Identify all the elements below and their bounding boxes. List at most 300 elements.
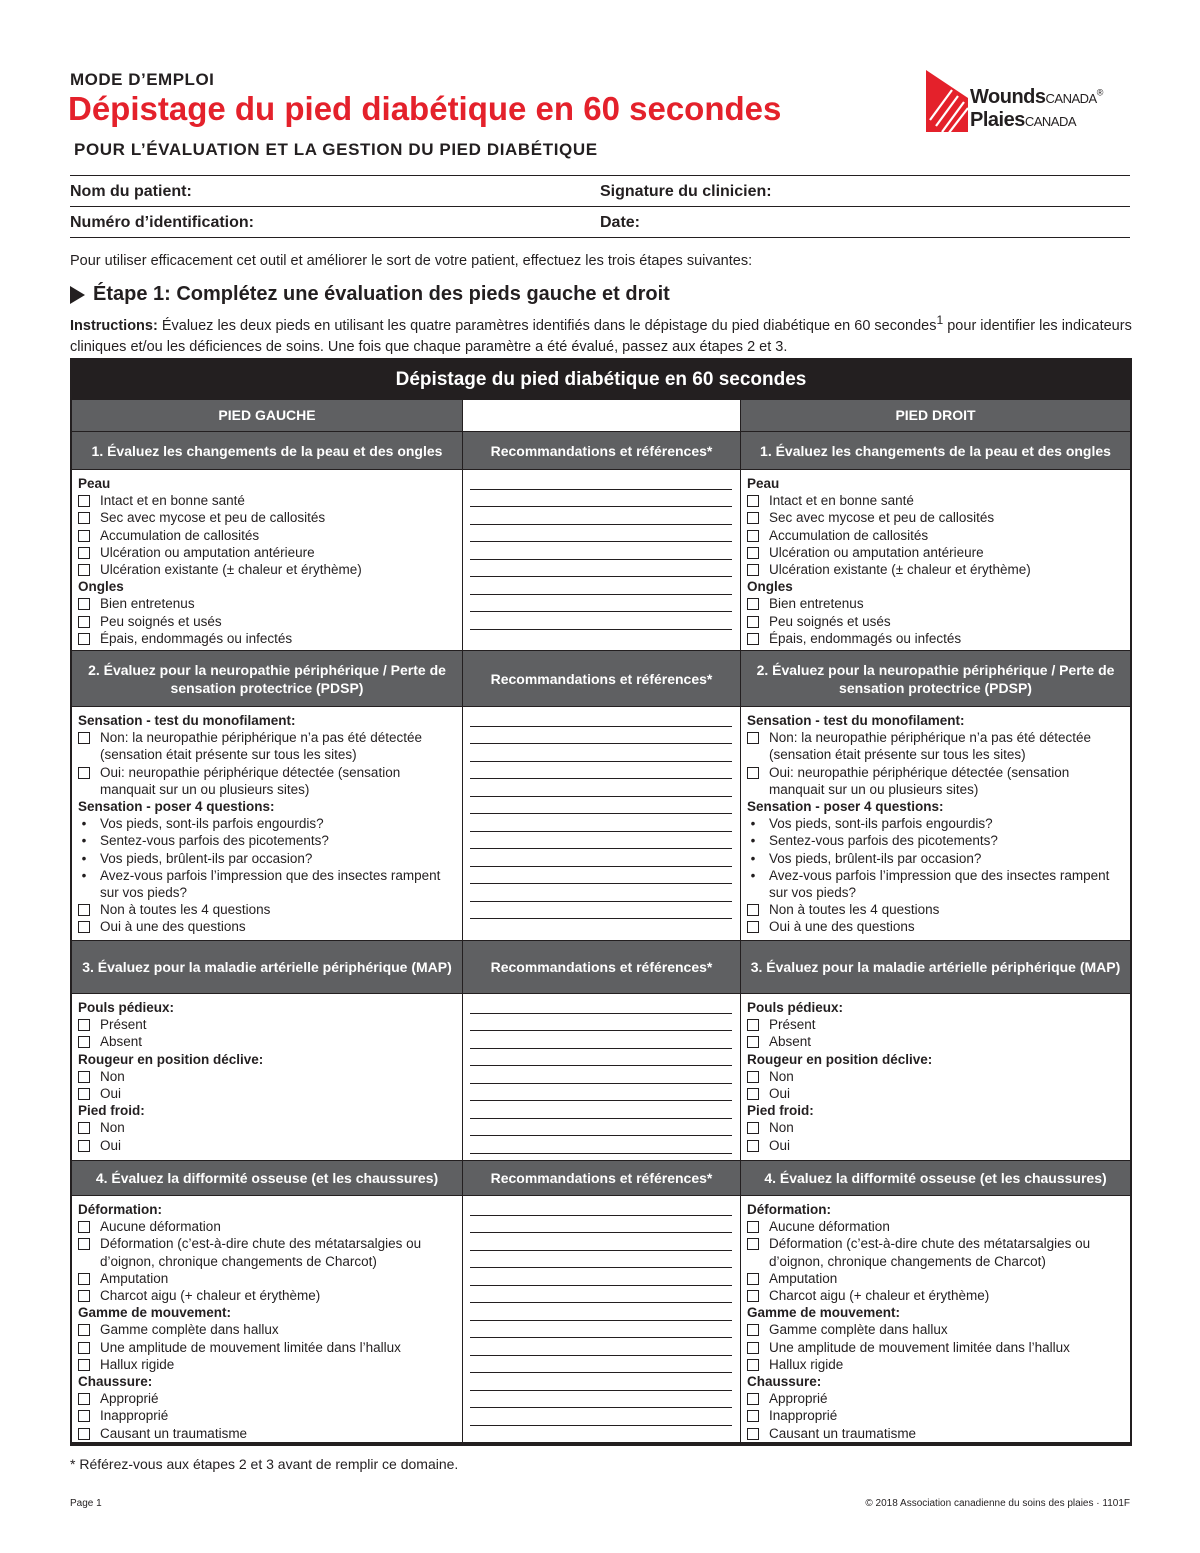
checkbox-label: Accumulation de callosités: [769, 527, 929, 543]
checkbox-label: Non à toutes les 4 questions: [769, 902, 940, 918]
checkbox[interactable]: [78, 1342, 90, 1354]
checkbox-label: Bien entretenus: [769, 596, 864, 612]
checkbox[interactable]: [747, 633, 759, 645]
section-1-title-left: 1. Évaluez les changements de la peau et des ongles: [72, 432, 462, 469]
checkbox[interactable]: [78, 732, 90, 744]
bullet-icon: •: [81, 833, 87, 849]
checkbox[interactable]: [747, 495, 759, 507]
write-line[interactable]: [470, 848, 732, 849]
checkbox-option[interactable]: [78, 1068, 458, 1085]
section-4-title-right: 4. Évaluez la difformité osseuse (et les chaussures): [741, 1161, 1130, 1195]
checkbox[interactable]: [78, 616, 90, 628]
section-4-left-foot-items: [78, 1201, 458, 1442]
item-group-heading: Pied froid:: [747, 1103, 814, 1119]
checkbox[interactable]: [78, 1393, 90, 1405]
write-line[interactable]: [470, 866, 732, 867]
checkbox[interactable]: [747, 1324, 759, 1336]
instructions-label: Instructions:: [70, 317, 158, 334]
write-line[interactable]: [470, 778, 732, 779]
checkbox-label: Oui: neuropathie périphérique détectée (sensation manquait sur un ou plusieurs sites): [100, 764, 401, 797]
checkbox[interactable]: [78, 598, 90, 610]
form-row-2: [70, 206, 1130, 238]
checkbox-option[interactable]: [78, 492, 458, 509]
checkbox[interactable]: [78, 1140, 90, 1152]
logo-mark-icon: [922, 68, 968, 134]
checkbox[interactable]: [78, 1221, 90, 1233]
checkbox[interactable]: [78, 1273, 90, 1285]
checkbox-option[interactable]: [747, 1218, 1127, 1235]
checkbox-option[interactable]: [78, 561, 458, 578]
checkbox[interactable]: [747, 921, 759, 933]
write-line[interactable]: [470, 559, 732, 560]
write-line[interactable]: [470, 918, 732, 919]
item-group-heading: Chaussure:: [78, 1374, 153, 1390]
checkbox[interactable]: [747, 1122, 759, 1134]
checkbox-option[interactable]: [78, 729, 458, 763]
question-item: [747, 815, 1127, 832]
checkbox-label: Charcot aigu (+ chaleur et érythème): [100, 1288, 321, 1304]
checkbox-option[interactable]: [747, 1119, 1127, 1136]
checkbox-label: Ulcération existante (± chaleur et érythème): [769, 562, 1031, 578]
checkbox-option[interactable]: [747, 918, 1127, 935]
checkbox[interactable]: [747, 598, 759, 610]
checkbox[interactable]: [78, 1088, 90, 1100]
checkbox-label: Une amplitude de mouvement limitée dans l’hallux: [769, 1339, 1070, 1355]
checkbox[interactable]: [747, 512, 759, 524]
checkbox-option[interactable]: [747, 1287, 1127, 1304]
checkbox[interactable]: [78, 547, 90, 559]
checkbox-option[interactable]: [78, 1321, 458, 1338]
checkbox-option[interactable]: [747, 1356, 1127, 1373]
checkbox-option[interactable]: [747, 1425, 1127, 1442]
checkbox-label: Oui: [769, 1086, 791, 1102]
checkbox-option[interactable]: [747, 492, 1127, 509]
checkbox-option[interactable]: [78, 595, 458, 612]
checkbox-option[interactable]: [78, 630, 458, 647]
item-group-heading: Peau: [78, 476, 111, 491]
section-1-recommendations-head: Recommandations et références*: [463, 432, 740, 469]
checkbox-option[interactable]: [78, 1287, 458, 1304]
checkbox[interactable]: [78, 1428, 90, 1440]
write-line[interactable]: [470, 1250, 732, 1251]
checkbox[interactable]: [747, 904, 759, 916]
checkbox-label: Oui à une des questions: [769, 919, 915, 935]
checkbox-option[interactable]: [78, 918, 458, 935]
checkbox[interactable]: [78, 564, 90, 576]
bullet-icon: •: [750, 816, 756, 832]
checkbox[interactable]: [747, 1036, 759, 1048]
checkbox-option[interactable]: [78, 1218, 458, 1235]
clinician-signature-label: Signature du clinicien:: [600, 183, 772, 200]
checkbox-label: Gamme complète dans hallux: [100, 1322, 279, 1338]
checkbox[interactable]: [78, 1122, 90, 1134]
instructions-part-a: Évaluez les deux pieds en utilisant les quatre paramètres identifiés dans le dépistage du pied diabétique en 60 secondes: [157, 317, 937, 334]
section-2-write-lines[interactable]: [470, 706, 732, 940]
checkbox-option[interactable]: [747, 1321, 1127, 1338]
checkbox-label: Hallux rigide: [769, 1356, 844, 1372]
item-group-heading: Sensation - test du monofilament:: [747, 713, 965, 728]
write-line[interactable]: [470, 489, 732, 490]
checkbox-label: Une amplitude de mouvement limitée dans l’hallux: [100, 1339, 401, 1355]
bullet-icon: •: [750, 850, 756, 866]
step-1-title: Étape 1: Complétez une évaluation des pieds gauche et droit: [93, 283, 670, 305]
item-group-heading: Pouls pédieux:: [78, 1000, 175, 1015]
checkbox-label: Ulcération ou amputation antérieure: [769, 544, 984, 560]
write-line[interactable]: [470, 1030, 732, 1031]
copyright: © 2018 Association canadienne du soins des plaies · 1101F: [865, 1498, 1130, 1509]
logo-registered-mark: ®: [1096, 87, 1103, 98]
checkbox[interactable]: [78, 904, 90, 916]
checkbox-option[interactable]: [747, 1235, 1127, 1269]
section-4-right-foot-items: [747, 1201, 1127, 1442]
section-1-write-lines[interactable]: [470, 469, 732, 650]
write-line[interactable]: [470, 1302, 732, 1303]
question-text: Vos pieds, brûlent-ils par occasion?: [769, 850, 982, 866]
item-group-heading: Rougeur en position déclive:: [78, 1051, 264, 1067]
checkbox[interactable]: [747, 1019, 759, 1031]
checkbox[interactable]: [78, 1324, 90, 1336]
checkbox-option[interactable]: [78, 1270, 458, 1287]
col-head-left-foot: PIED GAUCHE: [72, 400, 462, 431]
section-2-right-foot-items: [747, 712, 1127, 936]
checkbox[interactable]: [747, 1238, 759, 1250]
item-group-heading: Ongles: [78, 579, 124, 595]
col-head-right-foot: PIED DROIT: [741, 400, 1130, 431]
section-1-title-right: 1. Évaluez les changements de la peau et des ongles: [741, 432, 1130, 469]
checkbox-option[interactable]: [747, 729, 1127, 763]
checkbox-label: Non: [769, 1068, 794, 1084]
question-item: [747, 867, 1127, 901]
item-group-heading: Gamme de mouvement:: [747, 1305, 901, 1321]
table-title: Dépistage du pied diabétique en 60 secondes: [72, 360, 1130, 400]
checkbox[interactable]: [747, 547, 759, 559]
checkbox-option[interactable]: [747, 1339, 1127, 1356]
checkbox-label: Amputation: [100, 1270, 169, 1286]
checkbox-option[interactable]: [747, 509, 1127, 526]
intro-text: Pour utiliser efficacement cet outil et améliorer le sort de votre patient, effectuez les trois étapes suivantes:: [70, 253, 753, 269]
write-line[interactable]: [470, 576, 732, 577]
write-line[interactable]: [470, 796, 732, 797]
checkbox-label: Aucune déformation: [100, 1219, 221, 1235]
question-item: [78, 832, 458, 849]
write-line[interactable]: [470, 594, 732, 595]
checkbox-label: Amputation: [769, 1270, 838, 1286]
checkbox-option[interactable]: [78, 1137, 458, 1154]
checkbox-label: Aucune déformation: [769, 1219, 890, 1235]
question-item: [747, 832, 1127, 849]
checkbox[interactable]: [78, 1019, 90, 1031]
checkbox[interactable]: [78, 1238, 90, 1250]
question-text: Avez-vous parfois l’impression que des insectes rampent sur vos pieds?: [769, 867, 1110, 901]
checkbox[interactable]: [747, 1393, 759, 1405]
screening-table: [70, 358, 1132, 1446]
checkbox-label: Inapproprié: [769, 1408, 838, 1424]
checkbox-option[interactable]: [78, 1356, 458, 1373]
document-kicker: MODE D’EMPLOI: [70, 70, 215, 89]
checkbox-option[interactable]: [747, 1016, 1127, 1033]
checkbox[interactable]: [78, 633, 90, 645]
checkbox-option[interactable]: [747, 764, 1127, 798]
checkbox-label: Inapproprié: [100, 1408, 169, 1424]
checkbox-option[interactable]: [78, 901, 458, 918]
bullet-icon: •: [750, 867, 756, 883]
checkbox-option[interactable]: [747, 1137, 1127, 1154]
question-text: Vos pieds, sont-ils parfois engourdis?: [769, 816, 993, 832]
footnote: * Référez-vous aux étapes 2 et 3 avant de remplir ce domaine.: [70, 1456, 459, 1472]
step-1-heading: [70, 283, 670, 306]
checkbox[interactable]: [747, 616, 759, 628]
write-line[interactable]: [470, 1215, 732, 1216]
bullet-icon: •: [81, 850, 87, 866]
checkbox[interactable]: [78, 495, 90, 507]
instructions-part-b: pour identifier les indicateurs cliniques et/ou les déficiences de soins. Une fois que chaque paramètre a été évalué, passez aux étapes 2 et 3.: [70, 317, 1132, 355]
checkbox-option[interactable]: [747, 595, 1127, 612]
checkbox-label: Déformation (c’est-à-dire chute des métatarsalgies ou d’oignon, chronique changements de Charcot): [100, 1236, 422, 1269]
checkbox-label: Accumulation de callosités: [100, 527, 260, 543]
play-arrow-icon: [70, 286, 85, 304]
checkbox-option[interactable]: [747, 544, 1127, 561]
checkbox-label: Absent: [100, 1034, 143, 1050]
checkbox-option[interactable]: [78, 1339, 458, 1356]
write-line[interactable]: [470, 883, 732, 884]
section-1-right-foot-items: [747, 475, 1127, 647]
section-4-title-left: 4. Évaluez la difformité osseuse (et les chaussures): [72, 1161, 462, 1195]
write-line[interactable]: [470, 1337, 732, 1338]
checkbox-label: Hallux rigide: [100, 1356, 175, 1372]
checkbox-label: Ulcération ou amputation antérieure: [100, 544, 315, 560]
checkbox[interactable]: [747, 564, 759, 576]
checkbox-label: Causant un traumatisme: [100, 1425, 248, 1441]
id-number-label: Numéro d’identification:: [70, 214, 254, 231]
write-line[interactable]: [470, 726, 732, 727]
checkbox-label: Non: la neuropathie périphérique n’a pas été détectée (sensation était présente sur tous les sites): [769, 730, 1091, 763]
checkbox[interactable]: [747, 1221, 759, 1233]
item-group-heading: Gamme de mouvement:: [78, 1305, 232, 1321]
item-group-heading: Rougeur en position déclive:: [747, 1051, 933, 1067]
checkbox-label: Causant un traumatisme: [769, 1425, 917, 1441]
write-line[interactable]: [470, 1232, 732, 1233]
checkbox-label: Sec avec mycose et peu de callosités: [769, 510, 995, 526]
page-number: Page 1: [70, 1498, 102, 1509]
checkbox[interactable]: [747, 767, 759, 779]
checkbox-option[interactable]: [747, 561, 1127, 578]
write-line[interactable]: [470, 1100, 732, 1101]
write-line[interactable]: [470, 743, 732, 744]
write-line[interactable]: [470, 1390, 732, 1391]
checkbox-label: Présent: [100, 1017, 147, 1033]
checkbox-label: Intact et en bonne santé: [769, 493, 914, 509]
checkbox-label: Oui: neuropathie périphérique détectée (sensation manquait sur un ou plusieurs sites): [769, 764, 1070, 797]
question-item: [78, 815, 458, 832]
checkbox[interactable]: [78, 1359, 90, 1371]
write-line[interactable]: [470, 1355, 732, 1356]
checkbox-option[interactable]: [78, 1425, 458, 1442]
patient-name-label: Nom du patient:: [70, 183, 192, 200]
checkbox-label: Oui à une des questions: [100, 919, 246, 935]
item-group-heading: Sensation - test du monofilament:: [78, 713, 296, 728]
checkbox-label: Non à toutes les 4 questions: [100, 902, 271, 918]
checkbox-label: Non: [100, 1068, 125, 1084]
write-line[interactable]: [470, 1013, 732, 1014]
section-2-recommendations-head: Recommandations et références*: [463, 651, 740, 706]
checkbox[interactable]: [78, 1290, 90, 1302]
checkbox[interactable]: [747, 1273, 759, 1285]
checkbox-option[interactable]: [747, 1390, 1127, 1407]
write-line[interactable]: [470, 1118, 732, 1119]
checkbox-label: Épais, endommagés ou infectés: [769, 630, 962, 646]
checkbox-label: Oui: [769, 1137, 791, 1153]
checkbox-option[interactable]: [78, 1390, 458, 1407]
checkbox[interactable]: [747, 530, 759, 542]
checkbox-label: Charcot aigu (+ chaleur et érythème): [769, 1288, 990, 1304]
write-line[interactable]: [470, 1065, 732, 1066]
section-2-left-foot-items: [78, 712, 458, 936]
write-line[interactable]: [470, 1407, 732, 1408]
section-3-title-right: 3. Évaluez pour la maladie artérielle périphérique (MAP): [741, 941, 1130, 993]
checkbox[interactable]: [747, 732, 759, 744]
logo-text-canada-2: CANADA: [1024, 114, 1077, 129]
section-3-right-foot-items: [747, 999, 1127, 1154]
logo-text-plaies: Plaies: [970, 109, 1025, 131]
checkbox-option[interactable]: [747, 527, 1127, 544]
write-line[interactable]: [470, 1048, 732, 1049]
question-text: Sentez-vous parfois des picotements?: [769, 833, 998, 849]
checkbox-label: Ulcération existante (± chaleur et érythème): [100, 562, 362, 578]
checkbox-label: Épais, endommagés ou infectés: [100, 630, 293, 646]
checkbox-option[interactable]: [78, 1016, 458, 1033]
question-text: Vos pieds, sont-ils parfois engourdis?: [100, 816, 324, 832]
write-line[interactable]: [470, 1083, 732, 1084]
write-line[interactable]: [470, 1285, 732, 1286]
section-2-title-left: 2. Évaluez pour la neuropathie périphérique / Perte de sensation protectrice (PDSP): [72, 651, 462, 706]
write-line[interactable]: [470, 1267, 732, 1268]
checkbox-option[interactable]: [747, 1270, 1127, 1287]
question-text: Vos pieds, brûlent-ils par occasion?: [100, 850, 313, 866]
write-line[interactable]: [470, 1372, 732, 1373]
checkbox[interactable]: [747, 1359, 759, 1371]
write-line[interactable]: [470, 761, 732, 762]
wounds-canada-logo: [922, 68, 1132, 134]
checkbox[interactable]: [78, 1036, 90, 1048]
checkbox-label: Absent: [769, 1034, 812, 1050]
document-title: Dépistage du pied diabétique en 60 secondes: [68, 90, 782, 127]
checkbox-option[interactable]: [78, 1033, 458, 1050]
write-line[interactable]: [470, 629, 732, 630]
checkbox-option[interactable]: [747, 1085, 1127, 1102]
checkbox-option[interactable]: [78, 613, 458, 630]
write-line[interactable]: [470, 506, 732, 507]
question-text: Sentez-vous parfois des picotements?: [100, 833, 329, 849]
checkbox-label: Intact et en bonne santé: [100, 493, 245, 509]
checkbox-option[interactable]: [747, 1407, 1127, 1424]
write-line[interactable]: [470, 611, 732, 612]
item-group-heading: Pied froid:: [78, 1103, 145, 1119]
bullet-icon: •: [81, 867, 87, 883]
checkbox[interactable]: [78, 1410, 90, 1422]
checkbox-option[interactable]: [78, 509, 458, 526]
checkbox-label: Oui: [100, 1086, 122, 1102]
checkbox-label: Oui: [100, 1137, 122, 1153]
checkbox[interactable]: [78, 921, 90, 933]
checkbox[interactable]: [747, 1071, 759, 1083]
item-group-heading: Pouls pédieux:: [747, 1000, 844, 1015]
write-line[interactable]: [470, 541, 732, 542]
checkbox-option[interactable]: [78, 1235, 458, 1269]
write-line[interactable]: [470, 1425, 732, 1426]
checkbox-label: Approprié: [100, 1391, 159, 1407]
write-line[interactable]: [470, 1135, 732, 1136]
footnote-ref: 1: [936, 313, 944, 327]
checkbox-option[interactable]: [78, 1085, 458, 1102]
section-3-left-foot-items: [78, 999, 458, 1154]
checkbox-option[interactable]: [78, 527, 458, 544]
checkbox-option[interactable]: [747, 613, 1127, 630]
section-3-recommendations-head: Recommandations et références*: [463, 941, 740, 993]
bullet-icon: •: [750, 833, 756, 849]
question-item: [747, 850, 1127, 867]
section-4-write-lines[interactable]: [470, 1195, 732, 1443]
write-line[interactable]: [470, 524, 732, 525]
checkbox[interactable]: [78, 530, 90, 542]
checkbox-option[interactable]: [78, 544, 458, 561]
checkbox-label: Non: la neuropathie périphérique n’a pas été détectée (sensation était présente sur tous les sites): [100, 730, 422, 763]
checkbox[interactable]: [78, 512, 90, 524]
checkbox[interactable]: [747, 1140, 759, 1152]
item-group-heading: Déformation:: [78, 1202, 162, 1217]
document-subtitle: POUR L’ÉVALUATION ET LA GESTION DU PIED DIABÉTIQUE: [74, 140, 598, 159]
checkbox[interactable]: [747, 1428, 759, 1440]
checkbox-option[interactable]: [747, 1033, 1127, 1050]
write-line[interactable]: [470, 901, 732, 902]
checkbox[interactable]: [78, 1071, 90, 1083]
checkbox[interactable]: [78, 767, 90, 779]
date-label: Date:: [600, 214, 641, 231]
instructions: [70, 310, 1132, 358]
write-line[interactable]: [470, 1320, 732, 1321]
checkbox-label: Approprié: [769, 1391, 828, 1407]
write-line[interactable]: [470, 831, 732, 832]
question-item: [78, 867, 458, 901]
col-divider-left: [462, 400, 463, 1442]
item-group-heading: Sensation - poser 4 questions:: [747, 799, 944, 815]
checkbox-label: Non: [100, 1120, 125, 1136]
write-line[interactable]: [470, 1153, 732, 1154]
checkbox-option[interactable]: [78, 1119, 458, 1136]
checkbox[interactable]: [747, 1088, 759, 1100]
write-line[interactable]: [470, 813, 732, 814]
section-4-recommendations-head: Recommandations et références*: [463, 1161, 740, 1195]
bullet-icon: •: [81, 816, 87, 832]
item-group-heading: Chaussure:: [747, 1374, 822, 1390]
checkbox-label: Sec avec mycose et peu de callosités: [100, 510, 326, 526]
question-item: [78, 850, 458, 867]
item-group-heading: Ongles: [747, 579, 793, 595]
checkbox[interactable]: [747, 1410, 759, 1422]
col-divider-right: [740, 400, 741, 1442]
checkbox[interactable]: [747, 1290, 759, 1302]
section-3-write-lines[interactable]: [470, 993, 732, 1160]
question-text: Avez-vous parfois l’impression que des insectes rampent sur vos pieds?: [100, 867, 441, 901]
item-group-heading: Peau: [747, 476, 780, 491]
checkbox-label: Gamme complète dans hallux: [769, 1322, 948, 1338]
checkbox-label: Peu soignés et usés: [100, 613, 222, 629]
checkbox-option[interactable]: [78, 1407, 458, 1424]
checkbox[interactable]: [747, 1342, 759, 1354]
checkbox-option[interactable]: [78, 764, 458, 798]
checkbox-option[interactable]: [747, 1068, 1127, 1085]
checkbox-option[interactable]: [747, 901, 1127, 918]
checkbox-option[interactable]: [747, 630, 1127, 647]
